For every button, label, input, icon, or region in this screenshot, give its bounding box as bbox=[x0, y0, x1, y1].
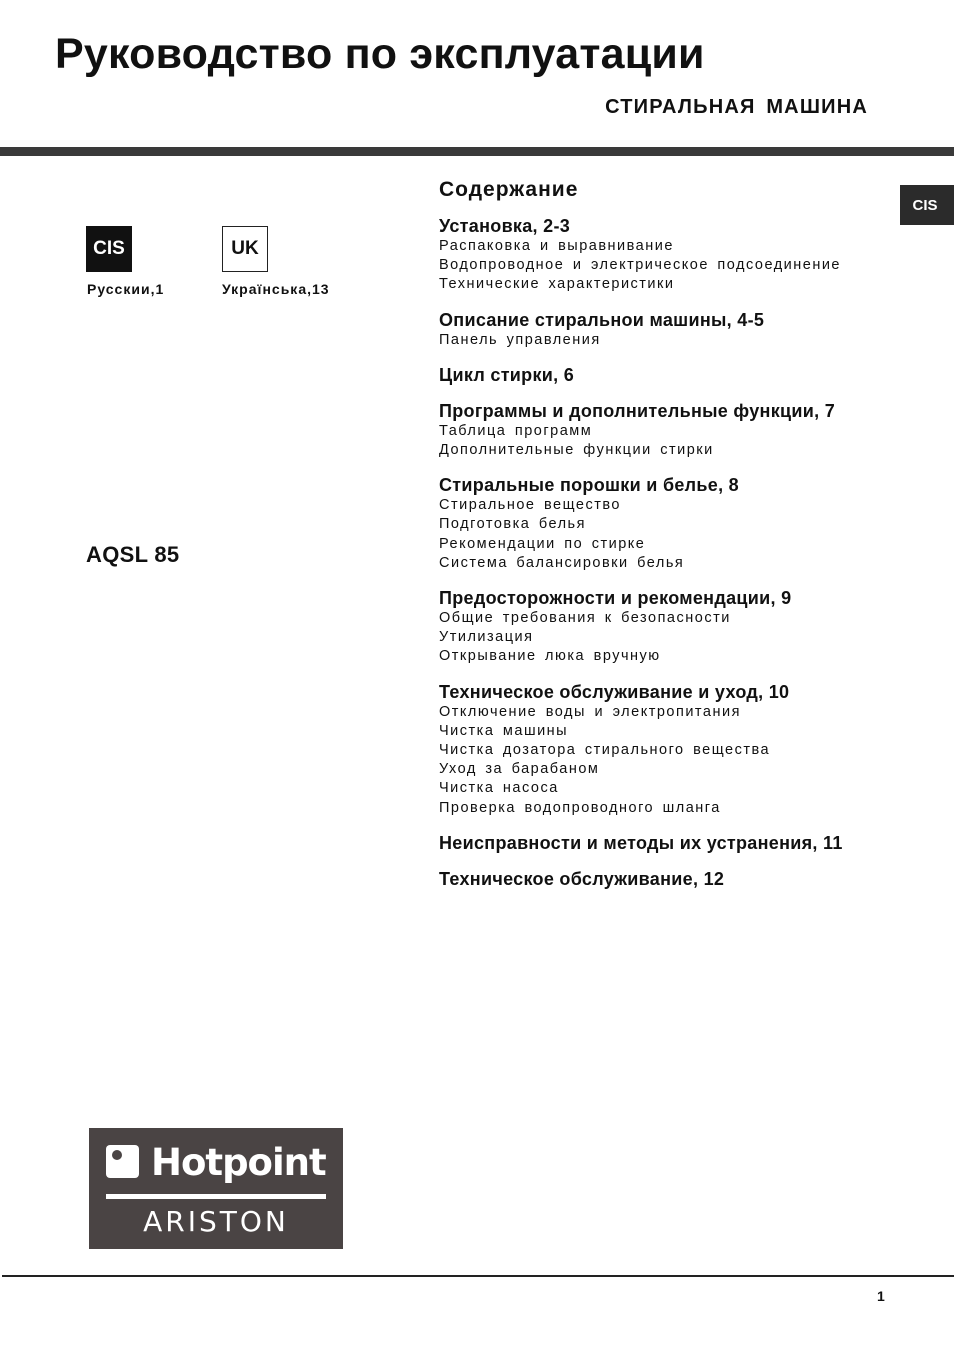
toc-item: Чистка машины bbox=[439, 722, 569, 739]
toc-section bbox=[439, 309, 909, 350]
toc-section bbox=[439, 587, 909, 667]
toc-section bbox=[439, 474, 909, 573]
language-label-russian: Русскии,1 bbox=[87, 281, 165, 297]
footer-divider bbox=[2, 1275, 954, 1277]
toc-item: Проверка водопроводного шланга bbox=[439, 799, 721, 816]
hotpoint-square-dot-icon bbox=[106, 1145, 139, 1178]
toc-section-title: Неисправности и методы их устранения, 11 bbox=[439, 832, 843, 853]
toc-section bbox=[439, 681, 909, 818]
logo-sub-brand-text: ARISTON bbox=[143, 1205, 289, 1238]
toc-item: Технические характеристики bbox=[439, 276, 675, 293]
logo-brand-text: Hotpoint bbox=[151, 1141, 326, 1184]
toc-section bbox=[439, 215, 909, 295]
toc-section-title: Установка, 2-3 bbox=[439, 216, 571, 236]
toc-item: Дополнительные функции стирки bbox=[439, 442, 714, 459]
language-box-uk: UK bbox=[222, 226, 268, 272]
toc-section bbox=[439, 868, 909, 890]
toc-item: Отключение воды и электропитания bbox=[439, 703, 741, 720]
header-divider bbox=[0, 147, 954, 156]
toc-section bbox=[439, 364, 909, 386]
toc-item: Чистка дозатора стирального вещества bbox=[439, 742, 771, 759]
language-box-cis: CIS bbox=[86, 226, 132, 272]
toc-item: Подготовка белья bbox=[439, 516, 586, 533]
hotpoint-ariston-logo bbox=[89, 1128, 343, 1249]
language-side-tab: CIS bbox=[900, 185, 954, 225]
toc-item: Открывание люка вручную bbox=[439, 648, 661, 665]
toc-item: Водопроводное и электрическое подсоединение bbox=[439, 257, 841, 274]
toc-section-title: Цикл стирки, 6 bbox=[439, 364, 575, 385]
language-label-ukrainian: Українська,13 bbox=[222, 281, 330, 297]
toc-section bbox=[439, 400, 909, 460]
model-name: AQSL 85 bbox=[86, 542, 180, 567]
toc-sections bbox=[439, 215, 909, 890]
logo-divider bbox=[106, 1194, 326, 1199]
document-subtitle: СТИРАЛЬНАЯ МАШИНА bbox=[605, 96, 868, 118]
document-title: Руководство по эксплуатации bbox=[55, 30, 705, 78]
toc-item: Стиральное вещество bbox=[439, 497, 621, 514]
toc-item: Чистка насоса bbox=[439, 780, 559, 797]
toc-heading: Содержание bbox=[439, 178, 579, 201]
brand-logo bbox=[89, 1128, 343, 1249]
toc-item: Таблица программ bbox=[439, 422, 593, 439]
toc-section-title: Программы и дополнительные функции, 7 bbox=[439, 400, 836, 421]
toc-item: Утилизация bbox=[439, 629, 534, 646]
toc-item: Уход за барабаном bbox=[439, 761, 600, 778]
toc-section-title: Техническое обслуживание, 12 bbox=[439, 868, 725, 889]
toc-section-title: Предосторожности и рекомендации, 9 bbox=[439, 588, 792, 609]
toc-item: Распаковка и выравнивание bbox=[439, 238, 674, 254]
toc-section-title: Описание стиральнои машины, 4-5 bbox=[439, 309, 765, 330]
toc-item: Система балансировки белья bbox=[439, 554, 685, 571]
toc-item: Рекомендации по стирке bbox=[439, 535, 646, 552]
toc-item: Общие требования к безопасности bbox=[439, 610, 731, 627]
page-number: 1 bbox=[877, 1288, 885, 1304]
toc-section bbox=[439, 832, 909, 854]
toc-section-title: Техническое обслуживание и уход, 10 bbox=[439, 681, 790, 702]
toc-section-title: Стиральные порошки и белье, 8 bbox=[439, 475, 739, 496]
toc-item: Панель управления bbox=[439, 331, 601, 348]
table-of-contents bbox=[439, 178, 909, 904]
